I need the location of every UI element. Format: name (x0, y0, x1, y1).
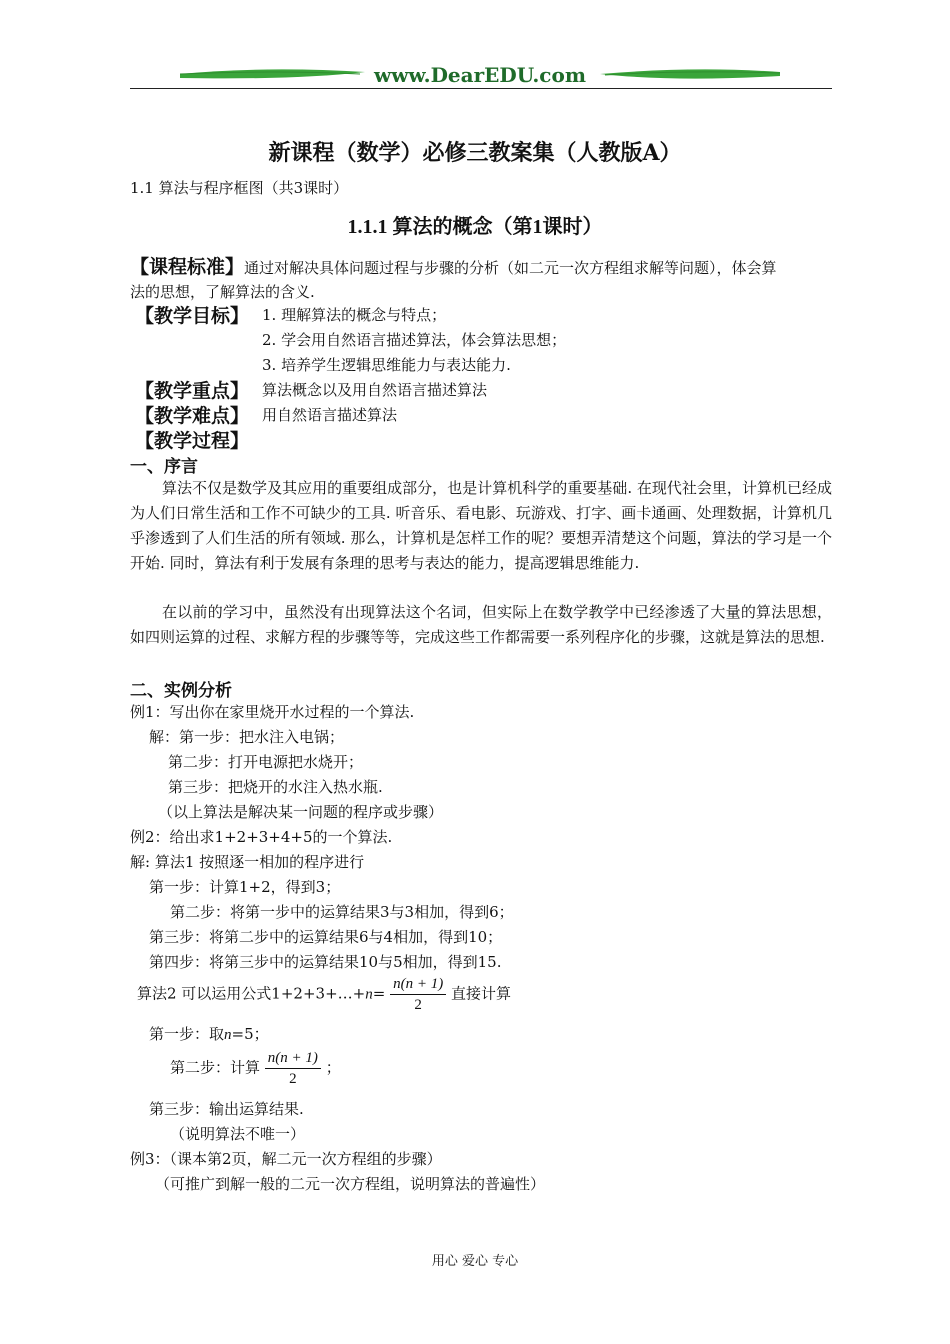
lesson-title: 1.1.1 算法的概念（第1课时） (347, 216, 603, 238)
key-point-text: 算法概念以及用自然语言描述算法 (262, 381, 488, 399)
example-question: 例2：给出求1+2+3+4+5的一个算法. (130, 828, 393, 846)
step-suffix: ； (325, 1058, 341, 1077)
standard-text: 通过对解决具体问题过程与步骤的分析（如二元一次方程组求解等问题），体会算 (244, 259, 777, 277)
step-prefix: 第一步：取 (149, 1025, 225, 1043)
example-note: （可推广到解一般的二元一次方程组，说明算法的普遍性） (155, 1175, 546, 1193)
algorithm2-suffix: 直接计算 (450, 984, 511, 1003)
variable-n: n (365, 986, 373, 1003)
fraction-denominator: 2 (414, 997, 422, 1013)
key-point-tag: 【教学重点】 (135, 380, 250, 402)
example-note: （以上算法是解决某一问题的程序或步骤） (158, 803, 444, 821)
objective-item: 2. 学会用自然语言描述算法，体会算法思想； (262, 331, 567, 349)
algorithm-label: 解: 算法1 按照逐一相加的程序进行 (130, 853, 365, 871)
solution-step: 第二步：打开电源把水烧开； (168, 753, 364, 771)
objective-item: 1. 理解算法的概念与特点； (262, 306, 447, 324)
algorithm2-prefix: 算法2 可以运用公式1+2+3+…+ (137, 984, 366, 1003)
solution-step: 解：第一步：把水注入电锅； (149, 728, 345, 746)
paragraph: 算法不仅是数学及其应用的重要组成部分，也是计算机科学的重要基础. 在现代社会里，计算机已经成为人们日常生活和工作不可缺少的工具. 听音乐、看电影、玩游戏、打字、画卡通画、处理数据，计算机几乎渗透到了人们生活的所有领域. 那么，计算机是怎样工作的呢？要想弄清楚这个问题，算法的学习是一个开始. 同时，算法有利于发展有条理的思考与表达的能力，提高逻辑思维能力. (130, 479, 832, 572)
difficulty-text: 用自然语言描述算法 (262, 406, 398, 424)
algorithm2-line (137, 974, 511, 1015)
fraction-numerator: n(n + 1) (390, 974, 446, 995)
solution-step: 第二步：将第一步中的运算结果3与3相加，得到6； (170, 903, 514, 921)
solution-step: 第一步：计算1+2，得到3； (149, 878, 341, 896)
equals-sign: = (372, 984, 386, 1003)
standard-block (130, 252, 777, 281)
unit-line: 1.1 算法与程序框图（共3课时） (130, 179, 349, 197)
solution-step: 第三步：输出运算结果. (149, 1100, 304, 1118)
document-title: 新课程（数学）必修三教案集（人教版A） (268, 140, 682, 166)
compute-fraction (265, 1048, 321, 1089)
solution-step: 第四步：将第三步中的运算结果10与5相加，得到15. (149, 953, 502, 971)
standard-tag: 【课程标准】 (130, 256, 245, 278)
solution-step-formula (170, 1048, 341, 1089)
solution-step: 第三步：将第二步中的运算结果6与4相加，得到10； (149, 928, 503, 946)
standard-text-cont: 法的思想，了解算法的含义. (130, 283, 315, 301)
fraction-numerator: n(n + 1) (265, 1048, 321, 1069)
section-heading: 二、实例分析 (130, 681, 232, 701)
paragraph: 在以前的学习中，虽然没有出现算法这个名词，但实际上在数学教学中已经渗透了大量的算法思想，如四则运算的过程、求解方程的步骤等等，完成这些工作都需要一系列程序化的步骤，这就是算法的思想. (130, 603, 832, 646)
example-note: （说明算法不唯一） (170, 1125, 306, 1143)
step-prefix: 第二步：计算 (170, 1058, 261, 1077)
sum-formula-fraction (390, 974, 446, 1015)
header-rule (130, 88, 832, 89)
variable-n: n (224, 1027, 232, 1043)
solution-step (149, 1022, 269, 1048)
example-question: 例3：（课本第2页，解二元一次方程组的步骤） (130, 1150, 442, 1168)
page-footer: 用心 爱心 专心 (431, 1254, 519, 1269)
difficulty-tag: 【教学难点】 (135, 405, 250, 427)
section-heading: 一、序言 (130, 457, 198, 477)
example-question: 例1：写出你在家里烧开水过程的一个算法. (130, 703, 415, 721)
process-tag: 【教学过程】 (135, 430, 250, 452)
step-suffix: =5； (231, 1025, 269, 1043)
objectives-tag: 【教学目标】 (135, 305, 250, 327)
fraction-denominator: 2 (289, 1071, 297, 1087)
header-banner-text: www.DearEDU.com (373, 63, 586, 87)
objective-item: 3. 培养学生逻辑思维能力与表达能力. (262, 356, 511, 374)
solution-step: 第三步：把烧开的水注入热水瓶. (168, 778, 383, 796)
